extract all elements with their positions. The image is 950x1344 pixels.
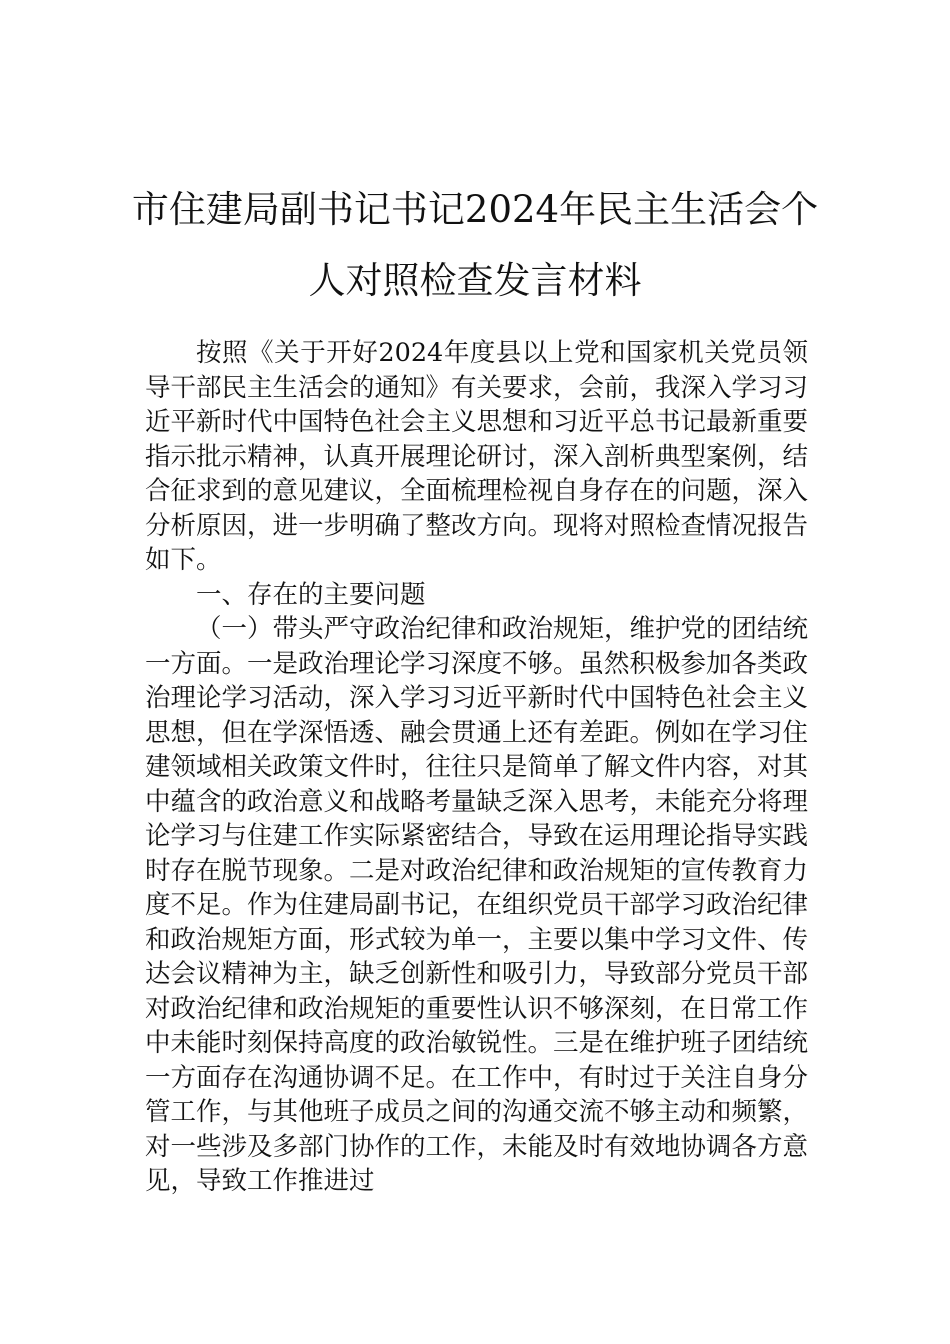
intro-paragraph: 按照《关于开好2024年度县以上党和国家机关党员领导干部民主生活会的通知》有关要求，会前，我深入学习习近平新时代中国特色社会主义思想和习近平总书记最新重要指示批示精神，认真开展理论研讨，深入剖析典型案例，结合征求到的意见建议，全面梳理检视自身存在的问题，深入分析原因，进一步明确了整改方向。现将对照检查情况报告如下。 — [145, 338, 809, 575]
document-body — [145, 336, 808, 1199]
section-heading: 一、存在的主要问题 — [196, 579, 426, 610]
document-title: 市住建局副书记书记2024年民主生活会个人对照检查发言材料 — [131, 188, 819, 302]
body-paragraph: （一）带头严守政治纪律和政治规矩，维护党的团结统一方面。一是政治理论学习深度不够。虽然积极参加各类政治理论学习活动，深入学习习近平新时代中国特色社会主义思想，但在学深悟透、融会贯通上还有差距。例如在学习住建领域相关政策文件时，往往只是简单了解文件内容，对其中蕴含的政治意义和战略考量缺乏深入思考，未能充分将理论学习与住建工作实际紧密结合，导致在运用理论指导实践时存在脱节现象。二是对政治纪律和政治规矩的宣传教育力度不足。作为住建局副书记，在组织党员干部学习政治纪律和政治规矩方面，形式较为单一，主要以集中学习文件、传达会议精神为主，缺乏创新性和吸引力，导致部分党员干部对政治纪律和政治规矩的重要性认识不够深刻，在日常工作中未能时刻保持高度的政治敏锐性。三是在维护班子团结统一方面存在沟通协调不足。在工作中，有时过于关注自身分管工作，与其他班子成员之间的沟通交流不够主动和频繁，对一些涉及多部门协作的工作，未能及时有效地协调各方意见，导致工作推进过 — [145, 614, 809, 1196]
